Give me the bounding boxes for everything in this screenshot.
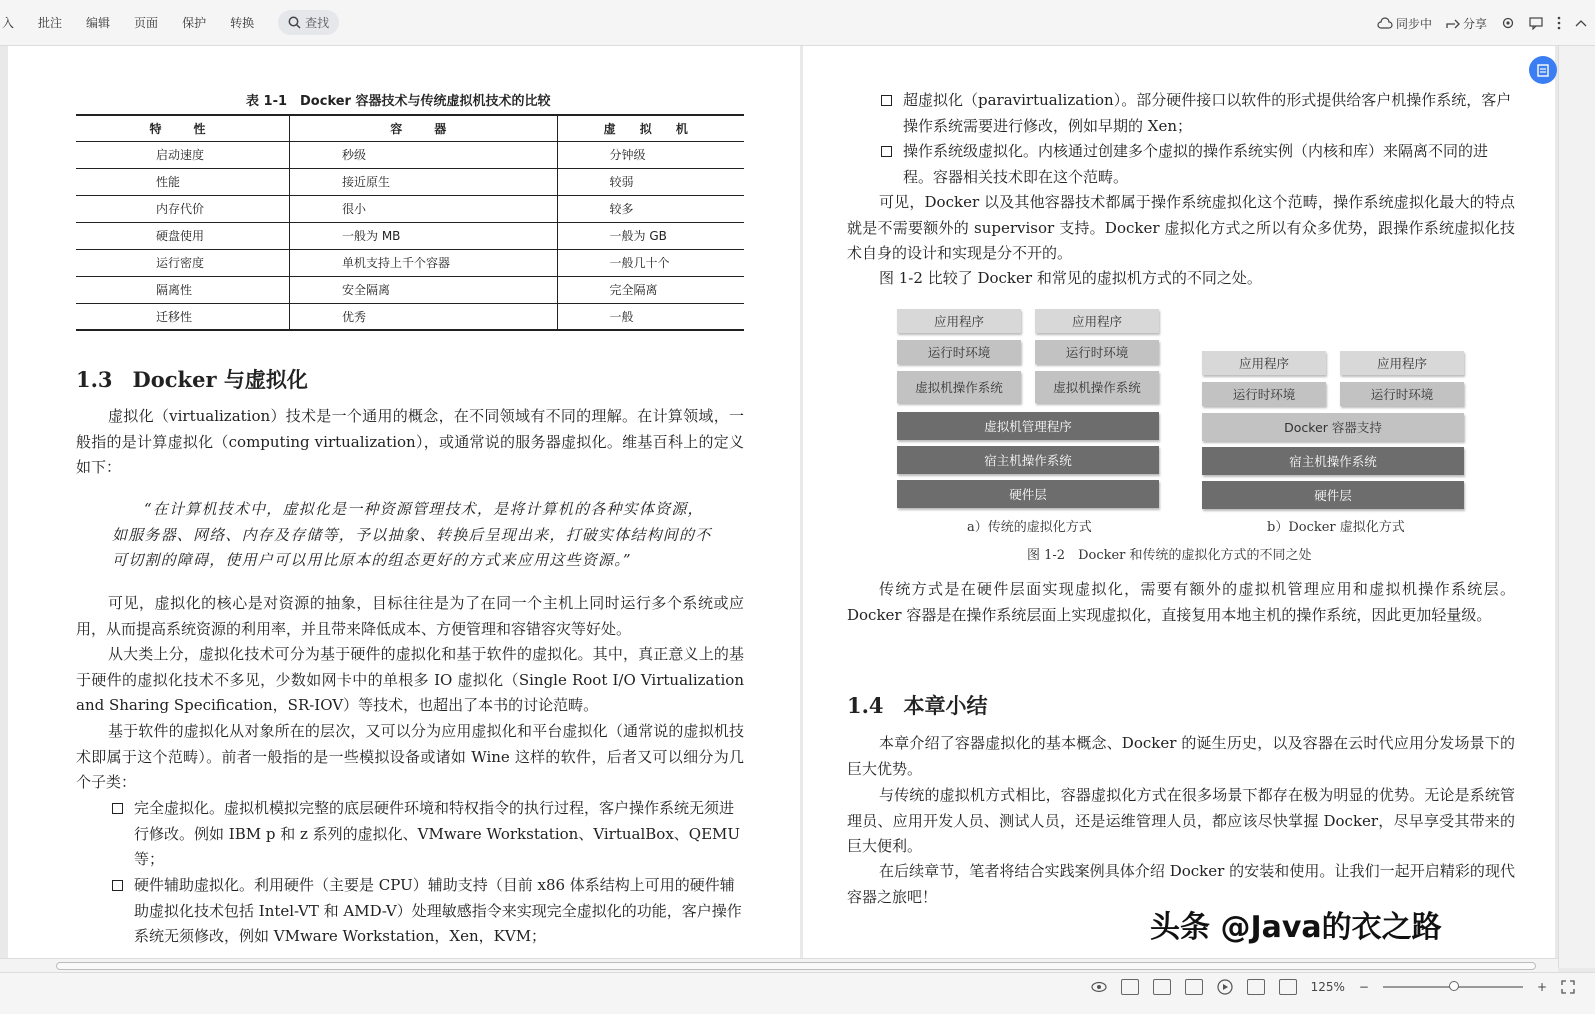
horizontal-scroll-thumb[interactable]	[56, 962, 1536, 970]
share-label: 分享	[1462, 16, 1487, 31]
zoom-in-button[interactable]: +	[1536, 980, 1547, 994]
fullscreen-icon[interactable]	[1561, 980, 1575, 994]
sync-label: 同步中	[1395, 16, 1432, 31]
search-icon	[288, 16, 301, 29]
table-cell: 很小	[290, 195, 558, 222]
paragraph: 基于软件的虚拟化从对象所在的层次，又可以分为应用虚拟化和平台虚拟化（通常说的虚拟机技术即属于这个范畴）。前者一般指的是一些模拟设备或诸如 Wine 这样的软件，后者又可以细分为几个子类：	[76, 722, 744, 792]
list-item	[879, 88, 1515, 139]
hardware-block: 硬件层	[897, 480, 1159, 508]
right-page	[803, 46, 1555, 968]
menu-insert[interactable]: 入	[2, 16, 15, 30]
search-button[interactable]	[278, 10, 339, 35]
play-icon[interactable]	[1217, 979, 1233, 995]
table-row	[76, 195, 744, 222]
settings-icon[interactable]	[1501, 16, 1515, 30]
checkbox-bullet-icon	[112, 880, 123, 891]
hypervisor-block: 虚拟机管理程序	[897, 412, 1159, 440]
paragraph: 与传统的虚拟机方式相比，容器虚拟化方式在很多场景下都存在极为明显的优势。无论是系统管理员、应用开发人员、测试人员，还是运维管理人员，都应该尽快掌握 Docker，尽早享受其带来的巨大便利。	[847, 786, 1515, 856]
single-page-view-icon[interactable]	[1121, 979, 1139, 995]
guest-os-block: 虚拟机操作系统	[1035, 371, 1159, 403]
list-item-text: 完全虚拟化。虚拟机模拟完整的底层硬件环境和特权指令的执行过程，客户操作系统无须进行修改。例如 IBM p 和 z 系列的虚拟化、VMware Workstation、VirtualBox、QEMU 等；	[134, 799, 741, 869]
menu-page[interactable]: 页面	[134, 16, 159, 30]
app-block: 应用程序	[897, 309, 1021, 333]
comparison-table	[76, 114, 744, 331]
share-button[interactable]	[1446, 15, 1487, 32]
table-cell: 单机支持上千个容器	[290, 249, 558, 276]
table-row	[76, 141, 744, 168]
watermark: 头条 @Java的衣之路	[1150, 910, 1442, 945]
left-page	[8, 46, 800, 968]
zoom-out-button[interactable]: −	[1358, 980, 1369, 994]
table-cell: 一般为 MB	[290, 222, 558, 249]
runtime-block: 运行时环境	[1340, 382, 1464, 406]
host-os-block: 宿主机操作系统	[897, 446, 1159, 474]
app-block: 应用程序	[1035, 309, 1159, 333]
table-cell: 优秀	[290, 303, 558, 330]
figure-caption: 图 1-2 Docker 和传统的虚拟化方式的不同之处	[1027, 548, 1312, 563]
horizontal-scrollbar[interactable]	[0, 958, 1558, 972]
list-item-text: 硬件辅助虚拟化。利用硬件（主要是 CPU）辅助支持（目前 x86 体系结构上可用的硬件辅助虚拟化技术包括 Intel-VT 和 AMD-V）处理敏感指令来实现完全虚拟化的功能，客户操作系统无须修改，例如 VMware Workstation，Xen，KVM；	[134, 876, 742, 946]
list-item-text: 操作系统级虚拟化。内核通过创建多个虚拟的操作系统实例（内核和库）来隔离不同的进程。容器相关技术即在这个范畴。	[903, 142, 1489, 186]
runtime-block: 运行时环境	[1202, 382, 1326, 406]
section-number: 1.3	[76, 367, 113, 392]
section-title: Docker 与虚拟化	[132, 367, 308, 392]
table-cell: 隔离性	[76, 276, 290, 303]
table-cell: 启动速度	[76, 141, 290, 168]
status-bar	[0, 972, 1595, 1014]
list-item	[110, 873, 744, 950]
table-row	[76, 249, 744, 276]
table-row	[76, 303, 744, 330]
docker-support-block: Docker 容器支持	[1202, 413, 1464, 441]
table-cell: 一般为 GB	[557, 222, 744, 249]
menu-annotate[interactable]: 批注	[38, 16, 63, 30]
runtime-block: 运行时环境	[1035, 340, 1159, 364]
table-row	[76, 222, 744, 249]
table-cell: 一般	[557, 303, 744, 330]
top-toolbar	[0, 0, 1595, 46]
menu-edit[interactable]: 编辑	[86, 16, 111, 30]
section-title: 本章小结	[903, 693, 988, 718]
hardware-block: 硬件层	[1202, 481, 1464, 509]
table-caption: 表 1-1 Docker 容器技术与传统虚拟机技术的比较	[246, 94, 551, 109]
status-controls	[1091, 973, 1575, 1001]
table-cell: 运行密度	[76, 249, 290, 276]
zoom-level[interactable]: 125%	[1310, 980, 1345, 994]
floating-tool-button[interactable]	[1529, 56, 1557, 84]
checkbox-bullet-icon	[881, 95, 892, 106]
section-heading-1-3	[76, 364, 308, 394]
menu-convert[interactable]: 转换	[230, 16, 255, 30]
table-cell: 较弱	[557, 168, 744, 195]
section-number: 1.4	[847, 693, 884, 718]
eye-icon[interactable]	[1091, 981, 1107, 993]
paragraph: 可见，虚拟化的核心是对资源的抽象，目标往往是为了在同一个主机上同时运行多个系统或应用，从而提高系统资源的利用率，并且带来降低成本、方便管理和容错容灾等好处。	[76, 594, 744, 638]
table-cell: 较多	[557, 195, 744, 222]
table-cell: 性能	[76, 168, 290, 195]
fit-width-icon[interactable]	[1279, 979, 1297, 995]
diagram-label-b: b）Docker 虚拟化方式	[1267, 520, 1405, 535]
checkbox-bullet-icon	[881, 146, 892, 157]
cloud-sync-icon	[1377, 17, 1393, 29]
wikipedia-quote: “在计算机技术中，虚拟化是一种资源管理技术，是将计算机的各种实体资源，如服务器、网络、内存及存储等，予以抽象、转换后呈现出来，打破实体结构间的不可切割的障碍，使用户可以用比原本的组态更好的方式来应用这些资源。”	[112, 500, 712, 569]
comment-icon[interactable]	[1529, 17, 1543, 30]
table-header-row	[76, 115, 744, 141]
zoom-slider-knob[interactable]	[1449, 981, 1459, 991]
table-header: 容 器	[290, 115, 558, 141]
paragraph: 传统方式是在硬件层面实现虚拟化，需要有额外的虚拟机管理应用和虚拟机操作系统层。Docker 容器是在操作系统层面上实现虚拟化，直接复用本地主机的操作系统，因此更加轻量级。	[847, 580, 1515, 624]
runtime-block: 运行时环境	[897, 340, 1021, 364]
share-icon	[1446, 17, 1460, 29]
table-cell: 完全隔离	[557, 276, 744, 303]
table-header: 虚 拟 机	[557, 115, 744, 141]
table-cell: 硬盘使用	[76, 222, 290, 249]
table-cell: 一般几十个	[557, 249, 744, 276]
table-row	[76, 168, 744, 195]
continuous-view-icon[interactable]	[1153, 979, 1171, 995]
paragraph: 本章介绍了容器虚拟化的基本概念、Docker 的诞生历史，以及容器在云时代应用分发场景下的巨大优势。	[847, 734, 1515, 778]
paragraph: 从大类上分，虚拟化技术可分为基于硬件的虚拟化和基于软件的虚拟化。其中，真正意义上的基于硬件的虚拟化技术不多见，少数如网卡中的单根多 IO 虚拟化（Single Root I/O Virtualization and Sharing Specification，SR-IOV）等技术，也超出了本书的讨论范畴。	[76, 645, 744, 715]
list-item-text: 超虚拟化（paravirtualization）。部分硬件接口以软件的形式提供给客户机操作系统，客户操作系统需要进行修改，例如早期的 Xen；	[903, 91, 1512, 135]
list-item	[879, 139, 1515, 190]
diagram-label-a: a）传统的虚拟化方式	[967, 520, 1092, 535]
app-block: 应用程序	[1340, 351, 1464, 375]
more-icon[interactable]	[1557, 16, 1561, 30]
table-cell: 接近原生	[290, 168, 558, 195]
paragraph: 在后续章节，笔者将结合实践案例具体介绍 Docker 的安装和使用。让我们一起开启精彩的现代容器之旅吧！	[847, 862, 1515, 906]
sync-button[interactable]	[1377, 15, 1432, 32]
menu-protect[interactable]: 保护	[182, 16, 207, 30]
host-os-block: 宿主机操作系统	[1202, 447, 1464, 475]
table-cell: 迁移性	[76, 303, 290, 330]
table-cell: 秒级	[290, 141, 558, 168]
table-cell: 内存代价	[76, 195, 290, 222]
chevron-up-icon[interactable]	[1575, 19, 1587, 27]
table-row	[76, 276, 744, 303]
guest-os-block: 虚拟机操作系统	[897, 371, 1021, 403]
fit-page-icon[interactable]	[1247, 979, 1265, 995]
list-item	[110, 796, 744, 873]
toolbar-right	[1377, 0, 1587, 46]
checkbox-bullet-icon	[112, 803, 123, 814]
table-cell: 分钟级	[557, 141, 744, 168]
clipboard-icon	[1536, 63, 1550, 77]
two-page-view-icon[interactable]	[1185, 979, 1203, 995]
search-label: 查找	[305, 16, 330, 30]
app-block: 应用程序	[1202, 351, 1326, 375]
section-heading-1-4	[847, 690, 988, 720]
paragraph: 虚拟化（virtualization）技术是一个通用的概念，在不同领域有不同的理解。在计算领域，一般指的是计算虚拟化（computing virtualization），或通常说的服务器虚拟化。维基百科上的定义如下：	[76, 407, 744, 477]
zoom-slider[interactable]	[1383, 986, 1523, 988]
table-header: 特 性	[76, 115, 290, 141]
paragraph: 图 1-2 比较了 Docker 和常见的虚拟机方式的不同之处。	[879, 269, 1262, 287]
paragraph: 可见，Docker 以及其他容器技术都属于操作系统虚拟化这个范畴，操作系统虚拟化最大的特点就是不需要额外的 supervisor 支持。Docker 虚拟化方式之所以有众多优势，跟操作系统虚拟化技术自身的设计和实现是分不开的。	[847, 193, 1515, 263]
vertical-scrollbar[interactable]	[1558, 46, 1595, 968]
table-cell: 安全隔离	[290, 276, 558, 303]
